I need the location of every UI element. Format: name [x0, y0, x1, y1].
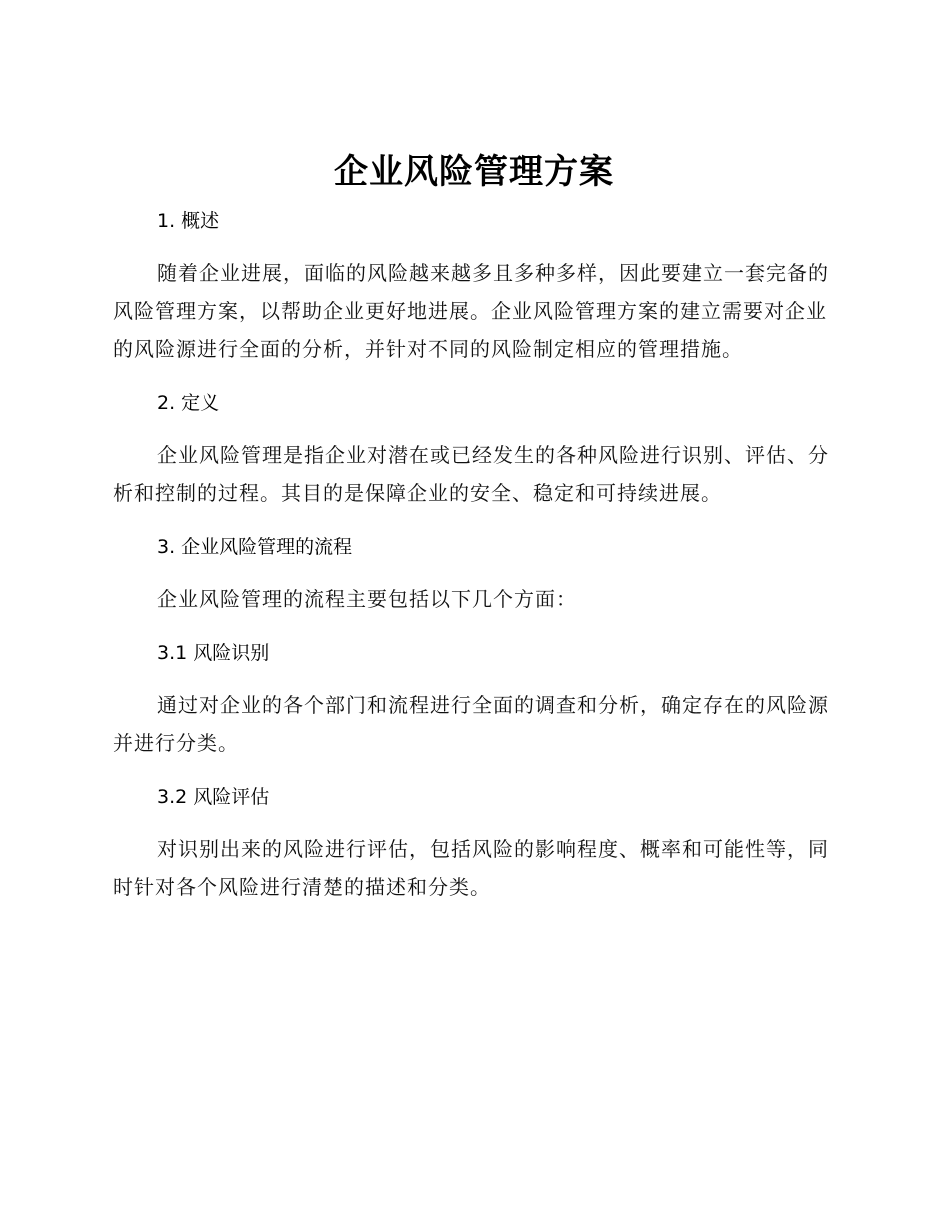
section-risk-identification	[113, 640, 835, 762]
section-risk-assessment	[113, 784, 835, 906]
section-heading-overview: 1. 概述	[157, 210, 220, 232]
document-body	[113, 148, 835, 906]
section-paragraph-overview: 随着企业进展，面临的风险越来越多且多种多样，因此要建立一套完备的风险管理方案，以帮助企业更好地进展。企业风险管理方案的建立需要对企业的风险源进行全面的分析，并针对不同的风险制定相应的管理措施。	[113, 261, 829, 361]
section-definition	[113, 390, 835, 512]
section-heading-risk-assessment: 3.2 风险评估	[157, 786, 270, 808]
section-process	[113, 534, 835, 618]
section-paragraph-process: 企业风险管理的流程主要包括以下几个方面：	[157, 587, 577, 611]
section-paragraph-risk-assessment: 对识别出来的风险进行评估，包括风险的影响程度、概率和可能性等，同时针对各个风险进行清楚的描述和分类。	[113, 837, 829, 899]
section-heading-definition: 2. 定义	[157, 392, 220, 414]
section-paragraph-definition: 企业风险管理是指企业对潜在或已经发生的各种风险进行识别、评估、分析和控制的过程。其目的是保障企业的安全、稳定和可持续进展。	[113, 443, 829, 505]
section-heading-process: 3. 企业风险管理的流程	[157, 536, 353, 558]
document-title: 企业风险管理方案	[334, 152, 614, 192]
section-overview	[113, 208, 835, 368]
section-paragraph-risk-identification: 通过对企业的各个部门和流程进行全面的调查和分析，确定存在的风险源并进行分类。	[113, 693, 829, 755]
section-heading-risk-identification: 3.1 风险识别	[157, 642, 270, 664]
